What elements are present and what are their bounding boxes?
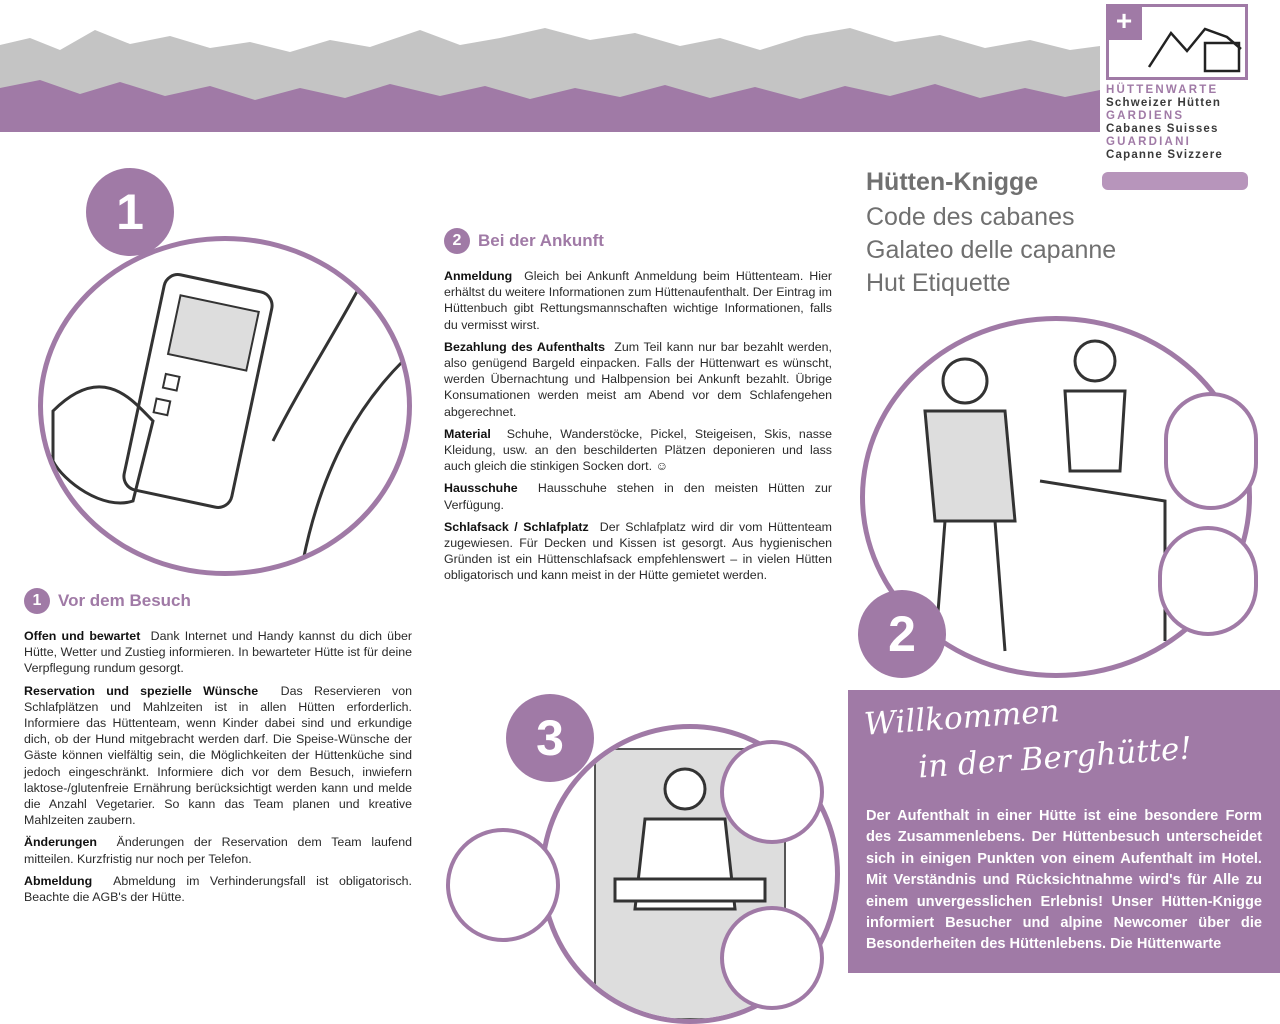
logo-line-6: Capanne Svizzere: [1106, 149, 1223, 161]
section2-item: Schlafsack / Schlafplatz Der Schlafplatz wird dir vom Hüttenteam zugewiesen. Für Decken und Kissen ist gesorgt. Aus hygienischen Gründen ist ein Hüttenschlafsack empfehlenswert – in vielen Hütten obligatorisch und kann meist in der Hütte gemietet werden.: [444, 519, 833, 583]
section2-item: Material Schuhe, Wanderstöcke, Pickel, Steigeisen, Skis, nasse Kleidung, usw. an den beschilderten Plätzen deponieren und lass auch gleich die stinkigen Socken dort. ☺: [444, 426, 832, 474]
welcome-heading-line2: in der Berghütte!: [917, 730, 1193, 786]
welcome-panel: [848, 690, 1280, 973]
title-it: Galateo delle capanne: [866, 236, 1117, 264]
circle-number-1: 1: [86, 168, 174, 256]
title-en: Hut Etiquette: [866, 269, 1011, 297]
section1-item: Reservation und spezielle Wünsche Das Reservieren von Schlafplätzen und Mahlzeiten ist in allen Hütten erforderlich. Informiere das Hüttenteam, wenn Kinder dabei sind und erkundige dich, ob der Hund mitgebracht werden darf. Die Speise-Wünsche der Gäste können vielfältig sein, die Möglichkeiten der Hüttenküche sind jedoch eingeschränkt. Informiere dich vor dem Besuch, inwiefern laktose-/glutenfreie Ernährung berücksichtigt werden kann und melde die Anzahl Vegetarier. So kann das Team planen und kreative Mahlzeiten zaubern.: [24, 683, 412, 828]
section2-number: 2: [444, 228, 470, 254]
section1-item: Offen und bewartet Dank Internet und Handy kannst du dich über Hütte, Wetter und Zustieg informieren. In bewarteter Hütte ist für deine Verpflegung rundum gesorgt.: [24, 629, 412, 676]
section2-heading: [444, 228, 832, 254]
section2-title: Bei der Ankunft: [478, 231, 604, 250]
people-inset: [720, 740, 824, 844]
section2-item: Bezahlung des Aufenthalts Zum Teil kann nur bar bezahlt werden, also genügend Bargeld einpacken. Falls der Hüttenwart es wünscht, werden Übernachtung und Halbpension bei Ankunft bezahlt. Übrige Konsumationen werden meist am Abend vor dem Schlafengehen abgerechnet.: [444, 339, 832, 419]
logo-line-2: Schweizer Hütten: [1106, 97, 1222, 109]
shoes-inset: [1158, 526, 1258, 636]
section-vor-dem-besuch: [24, 588, 412, 911]
section-bei-der-ankunft: [444, 228, 832, 590]
section1-title: Vor dem Besuch: [58, 591, 191, 610]
logo-line-1: HÜTTENWARTE: [1106, 84, 1219, 96]
section2-item: Hausschuhe Hausschuhe stehen in den meisten Hütten zur Verfügung.: [444, 481, 832, 512]
phone-inset: [720, 906, 824, 1010]
title-fr: Code des cabanes: [866, 203, 1075, 231]
welcome-text: Der Aufenthalt in einer Hütte ist eine besondere Form des Zusammenlebens. Der Hüttenbesuch unterscheidet sich in einigen Punkten von einem Aufenthalt im Hotel. Mit Verständnis und Rücksichtnahme wird's für Alle zu einem unvergesslichen Erlebnis! Unser Hütten-Knigge informiert Besucher und alpine Newcomer über die Besonderheiten des Hüttenlebens. Die Hüttenwarte: [866, 808, 1262, 953]
mountain-banner: [0, 0, 1100, 132]
swiss-cross-icon: +: [1106, 4, 1142, 40]
section1-item: Änderungen Änderungen der Reservation dem Team laufend mitteilen. Kurzfristig nur noch per Telefon.: [24, 835, 412, 866]
logo-line-5: GUARDIANI: [1106, 136, 1191, 148]
title-block: [866, 168, 1246, 302]
logo-line-3: GARDIENS: [1106, 110, 1185, 122]
illustration-phone-booking: [38, 236, 412, 576]
section1-heading: [24, 588, 412, 614]
section1-number: 1: [24, 588, 50, 614]
logo-line-4: Cabanes Suisses: [1106, 123, 1219, 135]
circle-number-3: 3: [506, 694, 594, 782]
alarm-clock-inset: [446, 828, 560, 942]
logo: [1102, 4, 1252, 174]
page-title: Hütten-Knigge: [866, 168, 1039, 196]
phone-hand-illustration: [43, 241, 407, 571]
welcome-heading-line1: Willkommen: [862, 693, 1061, 743]
circle-number-2: 2: [858, 590, 946, 678]
section1-item: Abmeldung Abmeldung im Verhinderungsfall ist obligatorisch. Beachte die AGB's der Hütte.: [24, 873, 412, 905]
shoe-bowl-inset: [1164, 392, 1258, 510]
section2-item: Anmeldung Gleich bei Ankunft Anmeldung beim Hüttenteam. Hier erhältst du weitere Informationen zum Hüttenaufenthalt. Der Eintrag im Hüttenbuch gibt Rettungsmannschaften wichtige Informationen, falls du vermisst wirst.: [444, 269, 833, 332]
